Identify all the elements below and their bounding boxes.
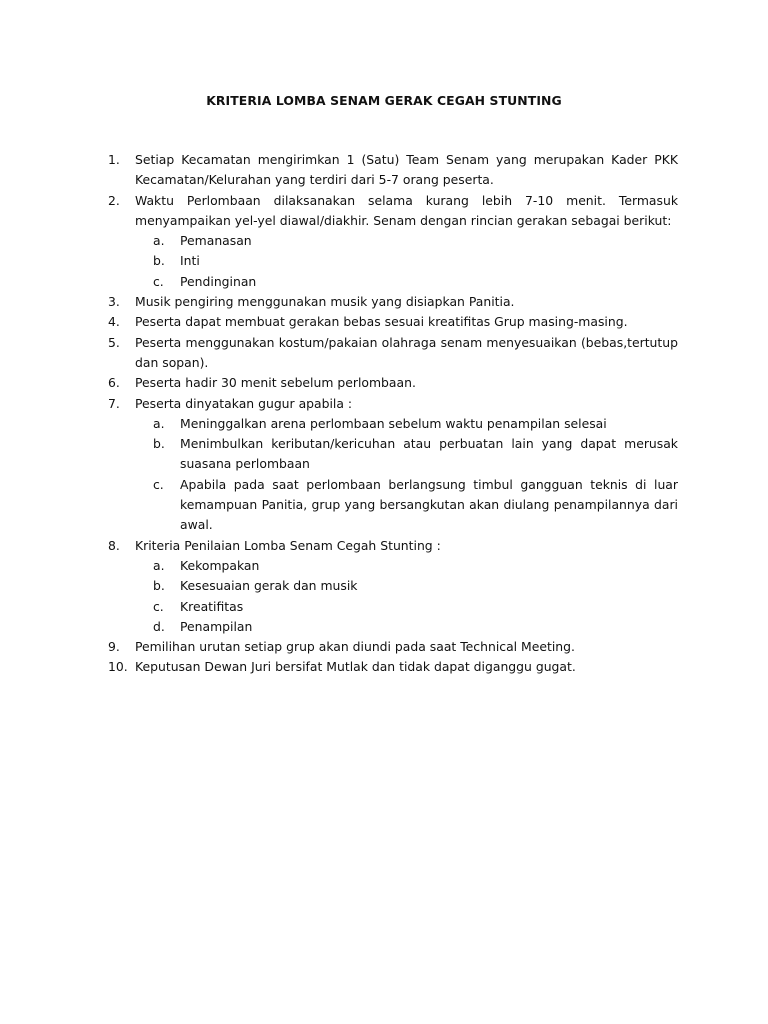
sub-item <box>135 556 678 576</box>
document-title: KRITERIA LOMBA SENAM GERAK CEGAH STUNTING <box>206 93 562 108</box>
item-text: Peserta menggunakan kostum/pakaian olahraga senam menyesuaikan (bebas,tertutup dan sopan). <box>135 334 678 370</box>
item-content <box>135 536 678 637</box>
sub-item-text: Penampilan <box>180 618 253 634</box>
sub-item-text: Inti <box>180 253 200 269</box>
sub-item <box>135 597 678 617</box>
criteria-item <box>108 394 678 536</box>
item-text: Waktu Perlombaan dilaksanakan selama kurang lebih 7-10 menit. Termasuk menyampaikan yel-yel diawal/diakhir. Senam dengan rincian gerakan sebagai berikut: <box>135 192 678 228</box>
item-text: Keputusan Dewan Juri bersifat Mutlak dan tidak dapat diganggu gugat. <box>135 659 576 675</box>
criteria-list <box>108 150 678 678</box>
item-text: Pemilihan urutan setiap grup akan diundi pada saat Technical Meeting. <box>135 639 575 655</box>
item-content <box>135 394 678 536</box>
item-content <box>135 292 678 312</box>
item-content <box>135 191 678 292</box>
sub-item-text: Apabila pada saat perlombaan berlangsung timbul gangguan teknis di luar kemampuan Panitia, grup yang bersangkutan akan diulang penampilannya dari awal. <box>180 476 678 533</box>
sub-item-text: Meninggalkan arena perlombaan sebelum waktu penampilan selesai <box>180 415 607 431</box>
sub-item-letter: b. <box>153 436 165 452</box>
sub-item-text: Pemanasan <box>180 233 252 249</box>
sub-item-text: Kreatifitas <box>180 598 244 614</box>
sub-item-letter: c. <box>153 476 164 492</box>
item-text: Musik pengiring menggunakan musik yang disiapkan Panitia. <box>135 294 515 310</box>
item-number: 7. <box>108 395 120 411</box>
sub-item-letter: c. <box>153 273 164 289</box>
item-text: Peserta dinyatakan gugur apabila : <box>135 395 353 411</box>
item-content <box>135 312 678 332</box>
criteria-item <box>108 536 678 637</box>
criteria-item <box>108 191 678 292</box>
sub-item <box>135 251 678 271</box>
item-number: 4. <box>108 314 120 330</box>
item-text: Setiap Kecamatan mengirimkan 1 (Satu) Team Senam yang merupakan Kader PKK Kecamatan/Kelurahan yang terdiri dari 5-7 orang peserta. <box>135 152 678 188</box>
item-text: Kriteria Penilaian Lomba Senam Cegah Stunting : <box>135 537 441 553</box>
item-content <box>135 150 678 191</box>
sub-item <box>135 272 678 292</box>
item-number: 9. <box>108 639 120 655</box>
criteria-item <box>108 657 678 677</box>
item-number: 6. <box>108 375 120 391</box>
sub-item-text: Menimbulkan keributan/kericuhan atau perbuatan lain yang dapat merusak suasana perlombaan <box>180 436 678 472</box>
item-content <box>135 373 678 393</box>
criteria-item <box>108 312 678 332</box>
sub-item-letter: b. <box>153 578 165 594</box>
sub-item-letter: a. <box>153 557 165 573</box>
item-content <box>135 657 678 677</box>
criteria-item <box>108 373 678 393</box>
criteria-item <box>108 637 678 657</box>
item-number: 2. <box>108 192 120 208</box>
item-text: Peserta hadir 30 menit sebelum perlombaan. <box>135 375 416 391</box>
sub-item-letter: c. <box>153 598 164 614</box>
sub-item <box>135 231 678 251</box>
item-number: 1. <box>108 152 120 167</box>
sub-item-text: Pendinginan <box>180 273 257 289</box>
item-number: 8. <box>108 537 120 553</box>
sub-item-text: Kekompakan <box>180 557 260 573</box>
sub-item <box>135 414 678 434</box>
sub-item-text: Kesesuaian gerak dan musik <box>180 578 358 594</box>
item-content <box>135 333 678 374</box>
item-number: 10. <box>108 659 128 675</box>
item-text: Peserta dapat membuat gerakan bebas sesuai kreatifitas Grup masing-masing. <box>135 314 628 330</box>
sub-item <box>135 617 678 637</box>
sub-item <box>135 576 678 596</box>
sub-item <box>135 434 678 475</box>
item-number: 3. <box>108 294 120 310</box>
sub-item <box>135 475 678 536</box>
criteria-item <box>108 333 678 374</box>
sub-item-letter: a. <box>153 233 165 249</box>
criteria-item <box>108 150 678 191</box>
sub-item-letter: b. <box>153 253 165 269</box>
sub-item-letter: a. <box>153 415 165 431</box>
sub-item-letter: d. <box>153 618 165 634</box>
item-content <box>135 637 678 657</box>
item-number: 5. <box>108 334 120 350</box>
criteria-item <box>108 292 678 312</box>
